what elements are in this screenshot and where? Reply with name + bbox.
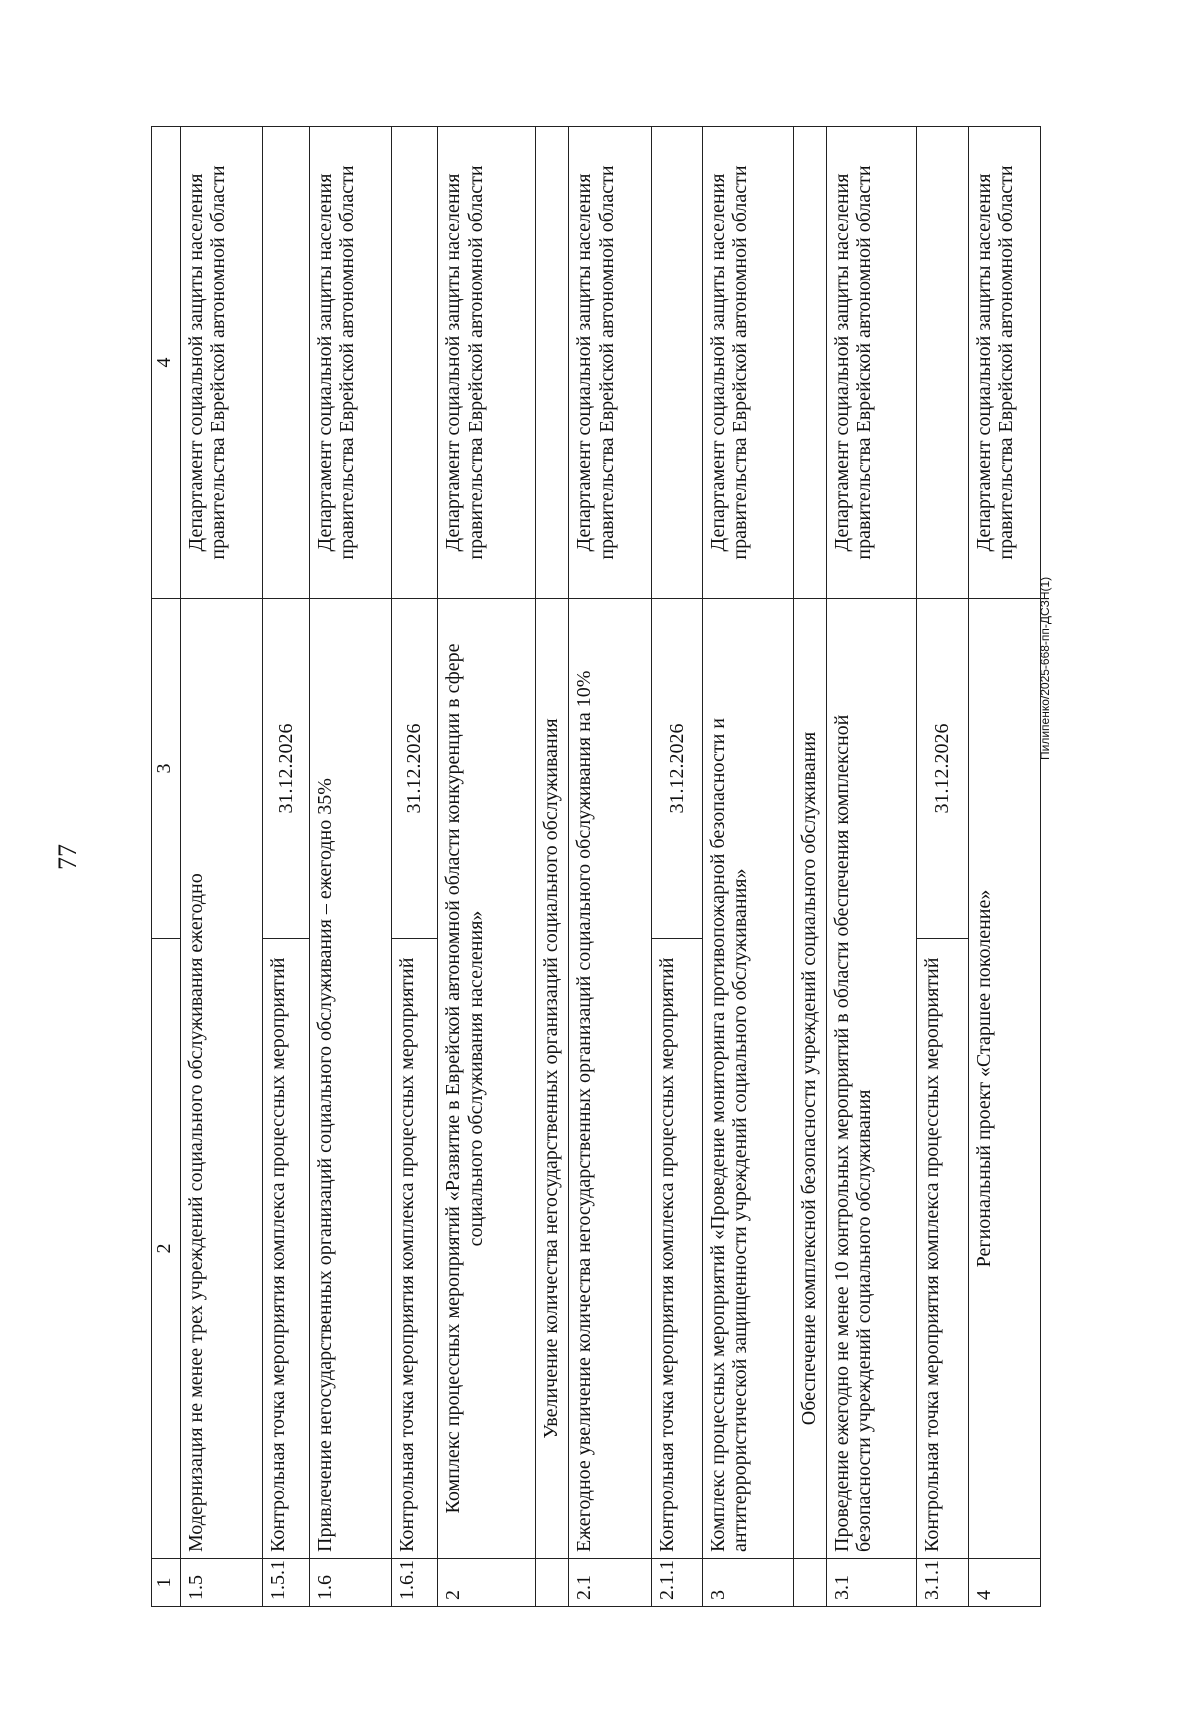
row-number: 3.1 <box>826 1559 917 1607</box>
table-row <box>391 127 437 1607</box>
deadline-date: 31.12.2026 <box>651 599 703 939</box>
responsible-executor <box>651 127 703 599</box>
row-number: 1.5 <box>180 1559 262 1607</box>
header-cell: 3 <box>152 599 181 939</box>
table-row <box>180 127 262 1607</box>
activity-text: Проведение ежегодно не менее 10 контрольных мероприятий в области обеспечения комплексной безопасности учреждений социального обслуживания <box>826 599 917 1559</box>
activity-text: Комплекс процессных мероприятий «Проведение мониторинга противопожарной безопасности и антитеррористической защищенности учреждений социального обслуживания» <box>703 599 794 1559</box>
activity-text: Контрольная точка мероприятия комплекса процессных мероприятий <box>917 939 969 1559</box>
activity-text: Комплекс процессных мероприятий «Развитие в Еврейской автономной области конкуренции в сфере социального обслуживания населения» <box>438 599 536 1559</box>
table-row <box>826 127 917 1607</box>
header-row <box>152 127 181 1607</box>
activity-text: Контрольная точка мероприятия комплекса процессных мероприятий <box>391 939 437 1559</box>
activity-text: Контрольная точка мероприятия комплекса процессных мероприятий <box>263 939 309 1559</box>
empty-cell <box>793 1559 826 1607</box>
row-number: 1.5.1 <box>263 1559 309 1607</box>
deadline-date: 31.12.2026 <box>391 599 437 939</box>
responsible-executor: Департамент социальной защиты населения правительства Еврейской автономной области <box>826 127 917 599</box>
row-number: 1.6.1 <box>391 1559 437 1607</box>
section-row <box>793 127 826 1607</box>
rotated-table-wrapper <box>151 127 1041 1607</box>
empty-cell <box>793 127 826 599</box>
row-number: 4 <box>968 1559 1040 1607</box>
table-row <box>438 127 536 1607</box>
responsible-executor: Департамент социальной защиты населения правительства Еврейской автономной области <box>309 127 391 599</box>
responsible-executor: Департамент социальной защиты населения правительства Еврейской автономной области <box>703 127 794 599</box>
responsible-executor <box>391 127 437 599</box>
row-number: 2 <box>438 1559 536 1607</box>
activity-text: Контрольная точка мероприятия комплекса процессных мероприятий <box>651 939 703 1559</box>
row-number: 3 <box>703 1559 794 1607</box>
section-row <box>536 127 569 1607</box>
document-code: Пилипенко/2025-668-пп-ДСЗН(1) <box>1038 576 1052 760</box>
deadline-date: 31.12.2026 <box>917 599 969 939</box>
responsible-executor: Департамент социальной защиты населения правительства Еврейской автономной области <box>438 127 536 599</box>
table-row <box>917 127 969 1607</box>
activity-text: Региональный проект «Старшее поколение» <box>968 599 1040 1559</box>
plan-table <box>151 126 1041 1607</box>
row-number: 3.1.1 <box>917 1559 969 1607</box>
header-cell: 1 <box>152 1559 181 1607</box>
responsible-executor: Департамент социальной защиты населения правительства Еврейской автономной области <box>569 127 651 599</box>
responsible-executor: Департамент социальной защиты населения правительства Еврейской автономной области <box>180 127 262 599</box>
header-cell: 4 <box>152 127 181 599</box>
section-title: Обеспечение комплексной безопасности учреждений социального обслуживания <box>793 599 826 1559</box>
table-row <box>651 127 703 1607</box>
empty-cell <box>536 1559 569 1607</box>
table-row <box>263 127 309 1607</box>
row-number: 2.1 <box>569 1559 651 1607</box>
table-row <box>703 127 794 1607</box>
table-row <box>309 127 391 1607</box>
table-row <box>968 127 1040 1607</box>
activity-text: Привлечение негосударственных организаций социального обслуживания – ежегодно 35% <box>309 599 391 1559</box>
header-cell: 2 <box>152 939 181 1559</box>
responsible-executor <box>917 127 969 599</box>
table-row <box>569 127 651 1607</box>
responsible-executor: Департамент социальной защиты населения правительства Еврейской автономной области <box>968 127 1040 599</box>
empty-cell <box>536 127 569 599</box>
page-number: 77 <box>53 844 82 870</box>
activity-text: Ежегодное увеличение количества негосударственных организаций социального обслуживания на 10% <box>569 599 651 1559</box>
deadline-date: 31.12.2026 <box>263 599 309 939</box>
row-number: 1.6 <box>309 1559 391 1607</box>
responsible-executor <box>263 127 309 599</box>
section-title: Увеличение количества негосударственных организаций социального обслуживания <box>536 599 569 1559</box>
activity-text: Модернизация не менее трех учреждений социального обслуживания ежегодно <box>180 599 262 1559</box>
row-number: 2.1.1 <box>651 1559 703 1607</box>
